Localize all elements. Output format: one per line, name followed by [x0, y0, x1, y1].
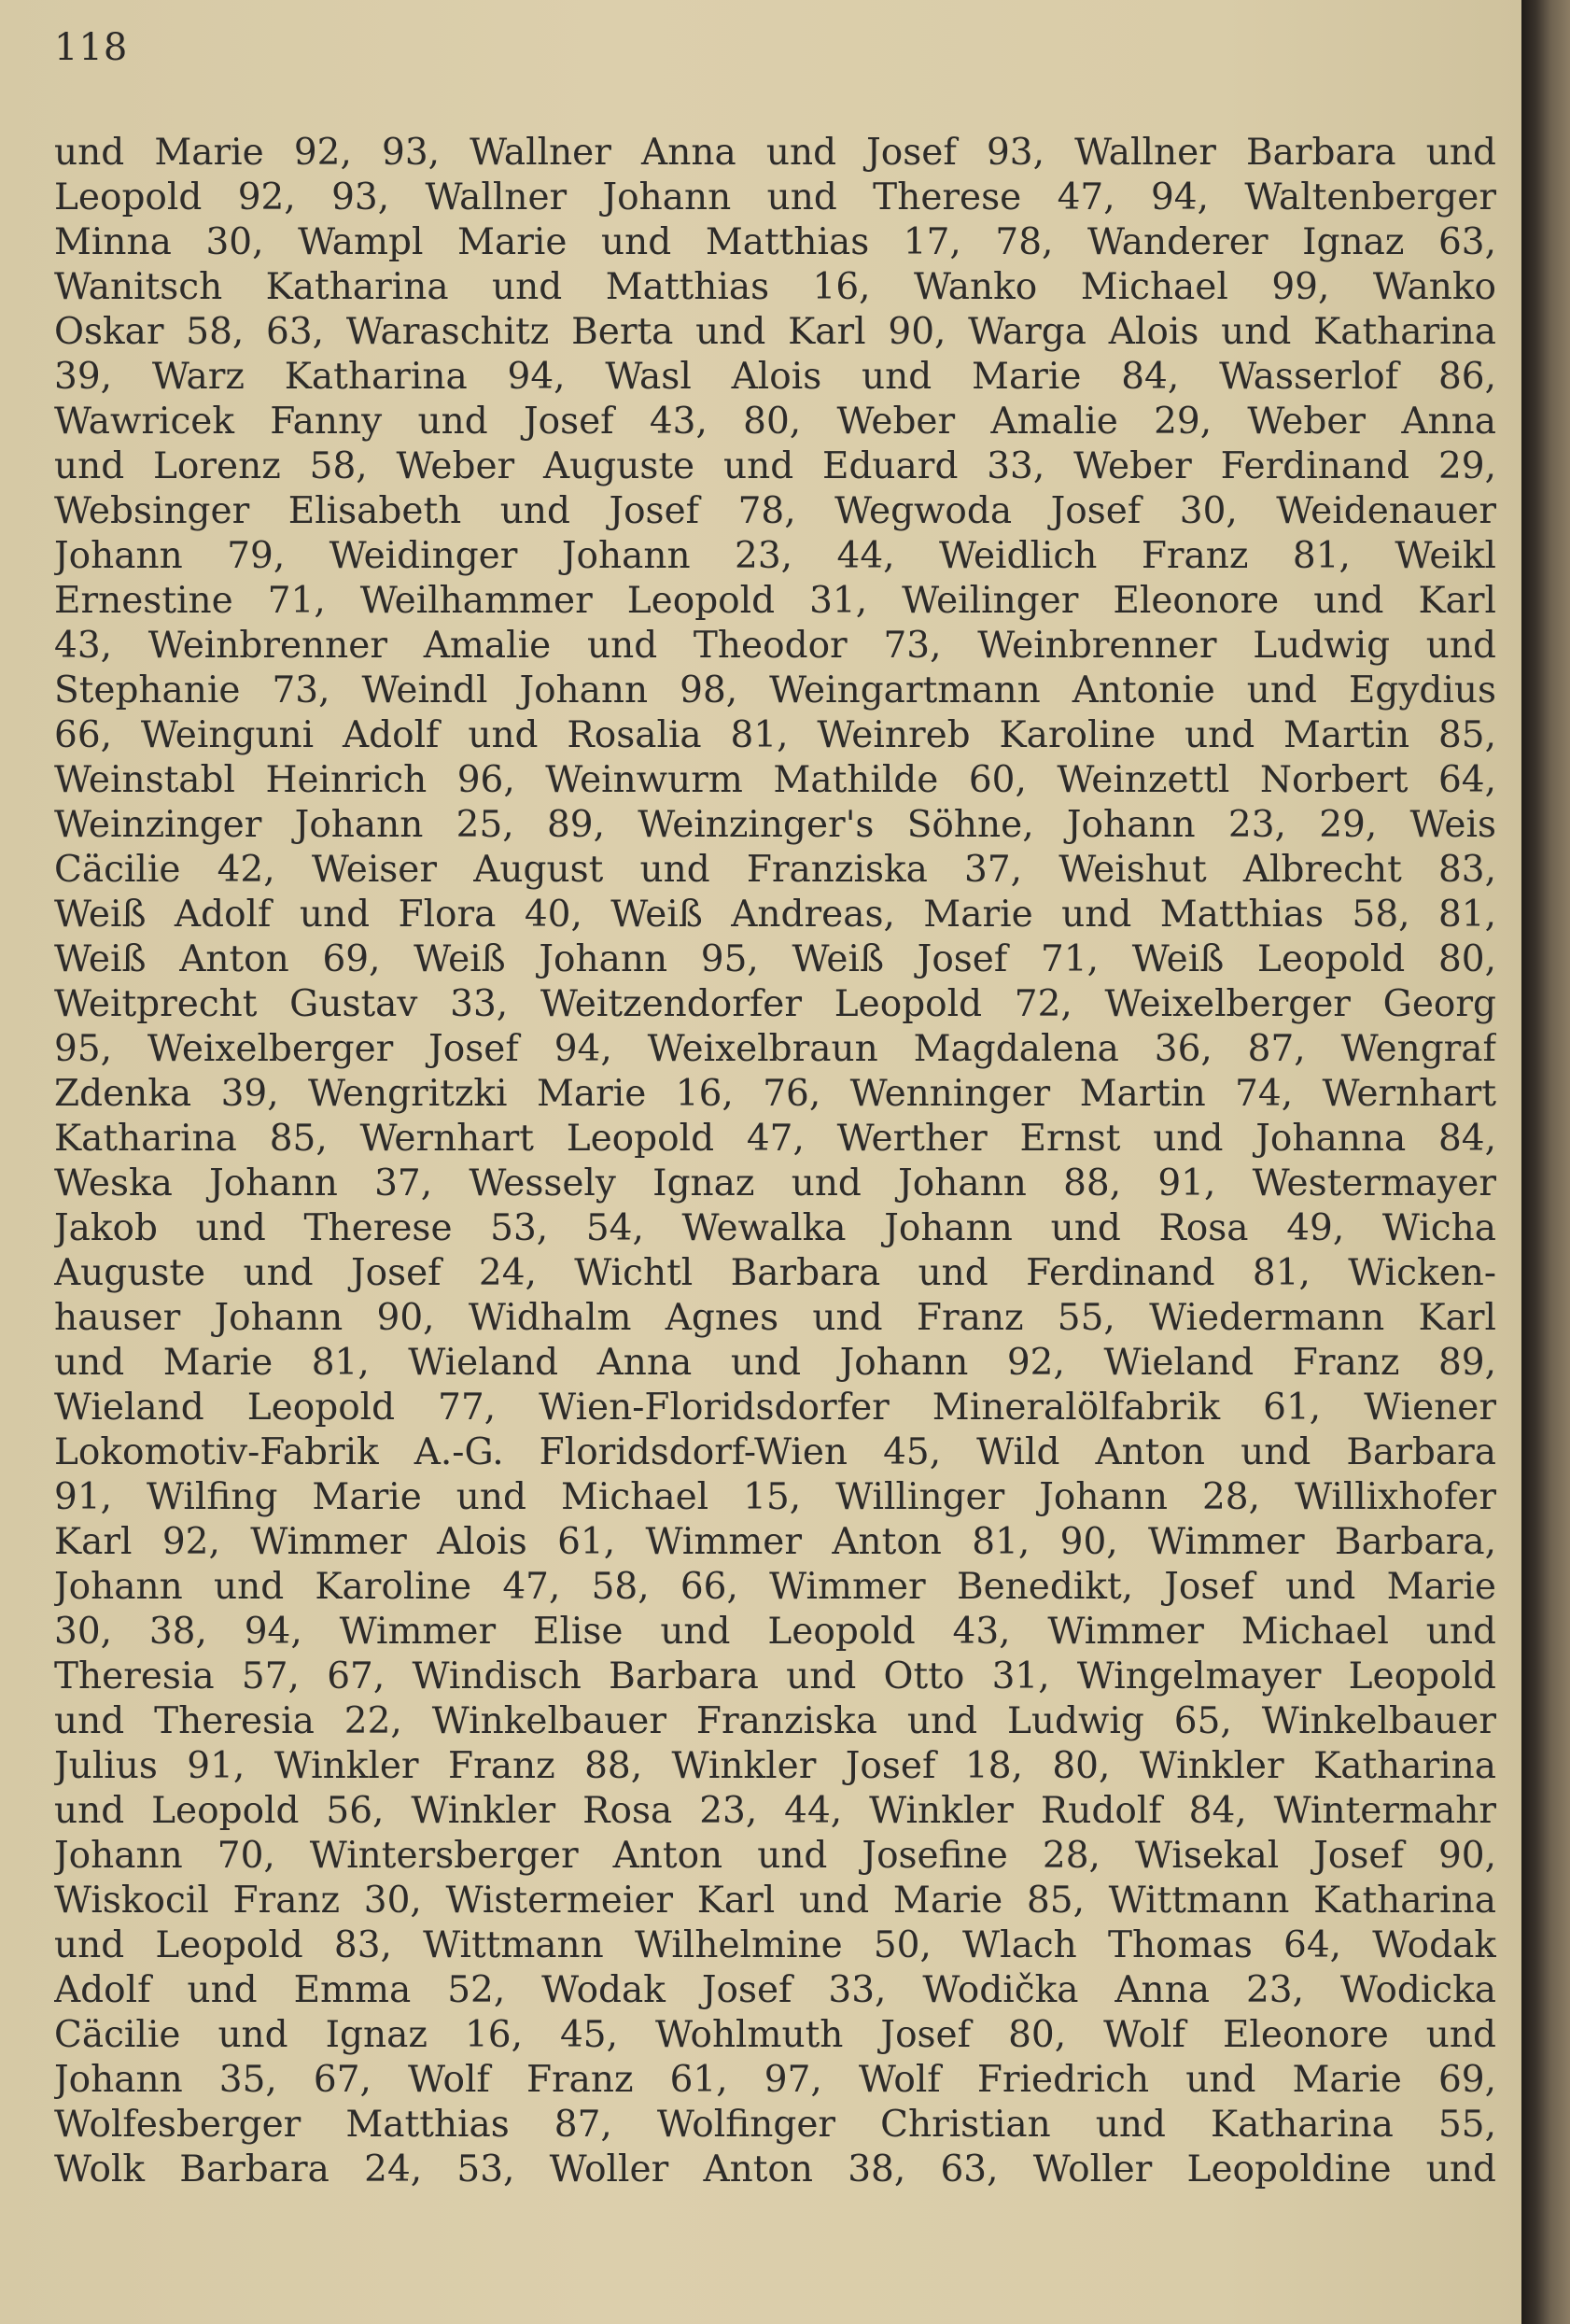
text-line: Weiß Adolf und Flora 40, Weiß Andreas, Marie und Matthias 58, 81, [54, 894, 1496, 936]
text-line: Johann 79, Weidinger Johann 23, 44, Weidlich Franz 81, Weikl [54, 535, 1496, 577]
text-line: Johann 70, Wintersberger Anton und Josefine 28, Wisekal Josef 90, [54, 1835, 1496, 1877]
text-line: Zdenka 39, Wengritzki Marie 16, 76, Wenninger Martin 74, Wernhart [54, 1073, 1496, 1115]
text-line: Weinstabl Heinrich 96, Weinwurm Mathilde 60, Weinzettl Norbert 64, [54, 759, 1496, 801]
text-line: Weinzinger Johann 25, 89, Weinzinger's Söhne, Johann 23, 29, Weis [54, 804, 1496, 846]
text-line: 66, Weinguni Adolf und Rosalia 81, Weinreb Karoline und Martin 85, [54, 714, 1496, 756]
text-line: Auguste und Josef 24, Wichtl Barbara und Ferdinand 81, Wicken- [54, 1252, 1496, 1294]
text-line: 95, Weixelberger Josef 94, Weixelbraun Magdalena 36, 87, Wengraf [54, 1028, 1496, 1070]
text-line: Ernestine 71, Weilhammer Leopold 31, Weilinger Eleonore und Karl [54, 580, 1496, 622]
text-line: Wanitsch Katharina und Matthias 16, Wanko Michael 99, Wanko [54, 266, 1496, 308]
text-line: Cäcilie 42, Weiser August und Franziska 37, Weishut Albrecht 83, [54, 849, 1496, 891]
text-line: Theresia 57, 67, Windisch Barbara und Otto 31, Wingelmayer Leopold [54, 1655, 1496, 1697]
text-line: 30, 38, 94, Wimmer Elise und Leopold 43, Wimmer Michael und [54, 1611, 1496, 1653]
text-line: Wolfesberger Matthias 87, Wolfinger Christian und Katharina 55, [54, 2104, 1496, 2146]
text-line: Katharina 85, Wernhart Leopold 47, Werther Ernst und Johanna 84, [54, 1118, 1496, 1160]
text-line: und Leopold 83, Wittmann Wilhelmine 50, Wlach Thomas 64, Wodak [54, 1924, 1496, 1966]
text-line: Julius 91, Winkler Franz 88, Winkler Josef 18, 80, Winkler Katharina [54, 1745, 1496, 1787]
page-number: 118 [54, 26, 129, 69]
text-line: 43, Weinbrenner Amalie und Theodor 73, Weinbrenner Ludwig und [54, 625, 1496, 667]
page-edge-shadow [1521, 0, 1570, 2324]
text-line: Karl 92, Wimmer Alois 61, Wimmer Anton 81, 90, Wimmer Barbara, [54, 1521, 1496, 1563]
text-line: und Marie 81, Wieland Anna und Johann 92, Wieland Franz 89, [54, 1342, 1496, 1384]
text-line: Oskar 58, 63, Waraschitz Berta und Karl 90, Warga Alois und Katharina [54, 311, 1496, 353]
text-line: Leopold 92, 93, Wallner Johann und Therese 47, 94, Waltenberger [54, 176, 1496, 218]
text-line: Wolk Barbara 24, 53, Woller Anton 38, 63, Woller Leopoldine und [54, 2148, 1496, 2190]
text-line: Johann 35, 67, Wolf Franz 61, 97, Wolf Friedrich und Marie 69, [54, 2059, 1496, 2101]
text-line: Johann und Karoline 47, 58, 66, Wimmer Benedikt, Josef und Marie [54, 1566, 1496, 1608]
text-line: Lokomotiv-Fabrik A.-G. Floridsdorf-Wien 45, Wild Anton und Barbara [54, 1431, 1496, 1473]
text-line: und Marie 92, 93, Wallner Anna und Josef 93, Wallner Barbara und [54, 132, 1496, 174]
text-line: Websinger Elisabeth und Josef 78, Wegwoda Josef 30, Weidenauer [54, 490, 1496, 532]
text-line: und Theresia 22, Winkelbauer Franziska und Ludwig 65, Winkelbauer [54, 1700, 1496, 1742]
text-line: Jakob und Therese 53, 54, Wewalka Johann und Rosa 49, Wicha [54, 1207, 1496, 1249]
text-line: und Leopold 56, Winkler Rosa 23, 44, Winkler Rudolf 84, Wintermahr [54, 1790, 1496, 1832]
text-line: Weska Johann 37, Wessely Ignaz und Johann 88, 91, Westermayer [54, 1162, 1496, 1204]
text-line: Cäcilie und Ignaz 16, 45, Wohlmuth Josef 80, Wolf Eleonore und [54, 2014, 1496, 2056]
index-text-block [54, 131, 1496, 2192]
text-line: und Lorenz 58, Weber Auguste und Eduard 33, Weber Ferdinand 29, [54, 445, 1496, 487]
text-line: Wiskocil Franz 30, Wistermeier Karl und Marie 85, Wittmann Katharina [54, 1880, 1496, 1922]
text-line: 39, Warz Katharina 94, Wasl Alois und Marie 84, Wasserlof 86, [54, 356, 1496, 398]
text-line: Minna 30, Wampl Marie und Matthias 17, 78, Wanderer Ignaz 63, [54, 221, 1496, 263]
text-line: Wieland Leopold 77, Wien-Floridsdorfer Mineralölfabrik 61, Wiener [54, 1387, 1496, 1429]
text-line: Wawricek Fanny und Josef 43, 80, Weber Amalie 29, Weber Anna [54, 401, 1496, 443]
text-line: 91, Wilfing Marie und Michael 15, Willinger Johann 28, Willixhofer [54, 1476, 1496, 1518]
text-line: Adolf und Emma 52, Wodak Josef 33, Wodička Anna 23, Wodicka [54, 1969, 1496, 2011]
text-line: Stephanie 73, Weindl Johann 98, Weingartmann Antonie und Egydius [54, 669, 1496, 711]
text-line: Weitprecht Gustav 33, Weitzendorfer Leopold 72, Weixelberger Georg [54, 983, 1496, 1025]
text-line: hauser Johann 90, Widhalm Agnes und Franz 55, Wiedermann Karl [54, 1297, 1496, 1339]
text-line: Weiß Anton 69, Weiß Johann 95, Weiß Josef 71, Weiß Leopold 80, [54, 938, 1496, 980]
